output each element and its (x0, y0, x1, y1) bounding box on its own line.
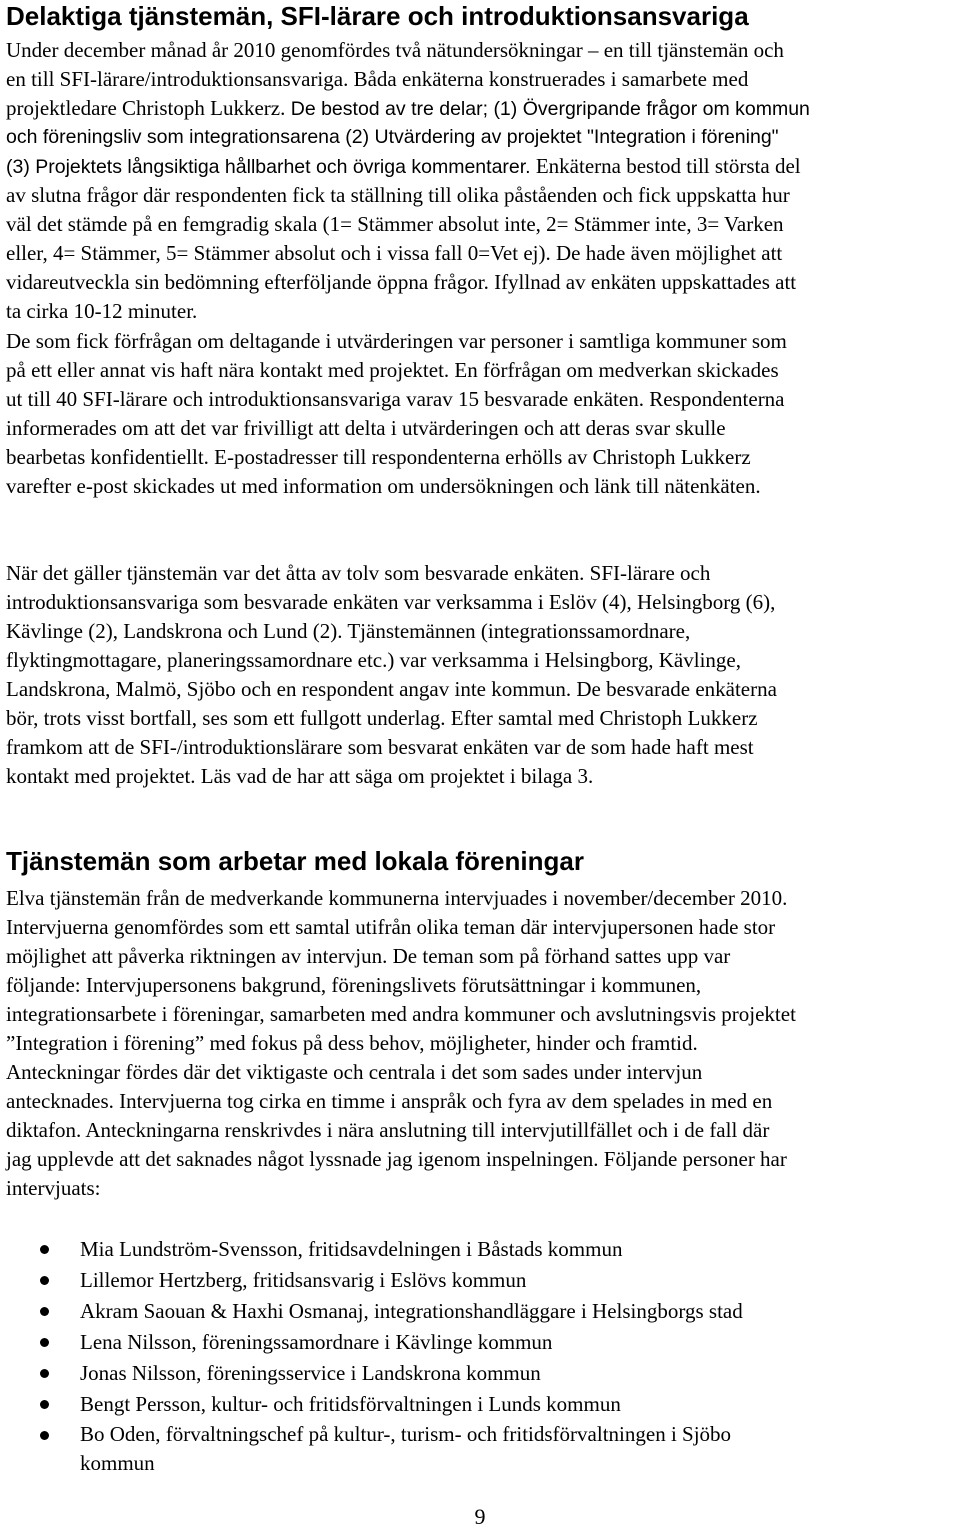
text-line: bearbetas konfidentiellt. E-postadresser till respondenterna erhölls av Christoph Lukkerz (6, 445, 751, 469)
text-line: intervjuats: (6, 1176, 101, 1200)
text-line: Elva tjänstemän från de medverkande kommunerna intervjuades i november/december 2010. (6, 886, 788, 910)
text-segment: Enkäterna bestod till största del (530, 154, 801, 178)
text-segment: (3) Projektets långsiktiga hållbarhet och övriga kommentarer. (6, 156, 531, 178)
text-line: vidareutveckla sin bedömning efterföljande öppna frågor. Ifyllnad av enkäten uppskattades att (6, 270, 797, 294)
list-item-text-continued: kommun (80, 1451, 155, 1475)
text-line: jag upplevde att det saknades något lyssnade jag igenom inspelningen. Följande personer har (6, 1147, 787, 1171)
text-line: informerades om att det var frivilligt att delta i utvärderingen och att deras svar skulle (6, 416, 726, 440)
text-line: antecknades. Intervjuerna tog cirka en timme i anspråk och fyra av dem spelades in med en (6, 1089, 773, 1113)
list-item (0, 1296, 960, 1327)
text-line: en till SFI-lärare/introduktionsansvariga. Båda enkäterna konstruerades i samarbete med (6, 67, 749, 91)
bullet-icon (40, 1431, 49, 1440)
paragraph-participants (6, 327, 956, 501)
text-line: integrationsarbete i föreningar, samarbeten med andra kommuner och avslutningsvis projektet (6, 1002, 796, 1026)
text-line: diktafon. Anteckningarna renskrivdes i nära anslutning till intervjutillfället och i de fall där (6, 1118, 770, 1142)
paragraph-interviews (6, 884, 956, 1203)
bullet-icon (40, 1307, 49, 1316)
list-item-text: Akram Saouan & Haxhi Osmanaj, integrationshandläggare i Helsingborgs stad (80, 1299, 743, 1323)
section-heading-tjanstemän: Tjänstemän som arbetar med lokala föreningar (6, 846, 584, 876)
text-line: Landskrona, Malmö, Sjöbo och en respondent angav inte kommun. De besvarade enkäterna (6, 677, 777, 701)
text-line: introduktionsansvariga som besvarade enkäten var verksamma i Eslöv (4), Helsingborg (6), (6, 590, 776, 614)
text-line: Anteckningar fördes där det viktigaste och centrala i det som sades under intervjun (6, 1060, 703, 1084)
text-segment: De bestod av tre delar; (1) Övergripande frågor om kommun (285, 98, 810, 120)
paragraph-response-rate (6, 559, 956, 791)
page-number: 9 (474, 1504, 486, 1529)
bullet-icon (40, 1245, 49, 1254)
text-line: bör, trots visst bortfall, ses som ett fullgott underlag. Efter samtal med Christoph Lukkerz (6, 706, 758, 730)
bullet-icon (40, 1276, 49, 1285)
section-heading-delaktiga: Delaktiga tjänstemän, SFI-lärare och introduktionsansvariga (6, 1, 749, 31)
list-item-text: Bo Oden, förvaltningschef på kultur-, turism- och fritidsförvaltningen i Sjöbo (80, 1422, 732, 1446)
text-line: Under december månad år 2010 genomfördes två nätundersökningar – en till tjänstemän och (6, 38, 784, 62)
text-line: När det gäller tjänstemän var det åtta av tolv som besvarade enkäten. SFI-lärare och (6, 561, 711, 585)
text-line: väl det stämde på en femgradig skala (1= Stämmer absolut inte, 2= Stämmer inte, 3= Varken (6, 212, 784, 236)
text-line: Intervjuerna genomfördes som ett samtal utifrån olika teman där intervjupersonen hade stor (6, 915, 776, 939)
text-line: ut till 40 SFI-lärare och introduktionsansvariga varav 15 besvarade enkäten. Respondenterna (6, 387, 785, 411)
list-item (0, 1327, 960, 1358)
text-line: framkom att de SFI-/introduktionslärare som besvarat enkäten var de som hade haft mest (6, 735, 754, 759)
list-item (0, 1420, 960, 1478)
list-item (0, 1358, 960, 1389)
text-segment: eller, 4= Stämmer, 5= Stämmer absolut och i vissa fall 0=Vet ej). (6, 241, 551, 265)
list-item (0, 1234, 960, 1265)
paragraph-survey-method (6, 36, 956, 326)
interviewee-list (0, 1234, 960, 1478)
list-item (0, 1265, 960, 1296)
list-item-text: Lena Nilsson, föreningssamordnare i Kävlinge kommun (80, 1330, 553, 1354)
text-line: varefter e-post skickades ut med information om undersökningen och länk till nätenkäten. (6, 474, 761, 498)
text-line: flyktingmottagare, planeringssamordnare etc.) var verksamma i Helsingborg, Kävlinge, (6, 648, 741, 672)
text-line: kontakt med projektet. Läs vad de har att säga om projektet i bilaga 3. (6, 764, 594, 788)
text-segment: projektledare Christoph Lukkerz. (6, 96, 286, 120)
bullet-icon (40, 1369, 49, 1378)
text-line: av slutna frågor där respondenten fick ta ställning till olika påståenden och fick uppskatta hur (6, 183, 790, 207)
list-item (0, 1389, 960, 1420)
list-item-text: Mia Lundström-Svensson, fritidsavdelningen i Båstads kommun (80, 1237, 623, 1261)
text-line: följande: Intervjupersonens bakgrund, föreningslivets förutsättningar i kommunen, (6, 973, 702, 997)
bullet-icon (40, 1338, 49, 1347)
text-line: och föreningsliv som integrationsarena (2) Utvärdering av projektet "Integration i förening" (6, 126, 779, 148)
text-line: ”Integration i förening” med fokus på dess behov, möjligheter, hinder och framtid. (6, 1031, 698, 1055)
list-item-text: Bengt Persson, kultur- och fritidsförvaltningen i Lunds kommun (80, 1392, 621, 1416)
text-line: möjlighet att påverka riktningen av intervjun. De teman som på förhand sattes upp var (6, 944, 731, 968)
text-segment: De hade även möjlighet att (550, 241, 783, 265)
text-line (6, 239, 956, 268)
text-line: ta cirka 10-12 minuter. (6, 299, 198, 323)
text-line (6, 94, 956, 123)
list-item-text: Lillemor Hertzberg, fritidsansvarig i Eslövs kommun (80, 1268, 527, 1292)
text-line (6, 152, 956, 181)
list-item-text: Jonas Nilsson, föreningsservice i Landskrona kommun (80, 1361, 541, 1385)
bullet-icon (40, 1400, 49, 1409)
text-line: De som fick förfrågan om deltagande i utvärderingen var personer i samtliga kommuner som (6, 329, 787, 353)
text-line: Kävlinge (2), Landskrona och Lund (2). Tjänstemännen (integrationssamordnare, (6, 619, 691, 643)
text-line: på ett eller annat vis haft nära kontakt med projektet. En förfrågan om medverkan skickades (6, 358, 779, 382)
